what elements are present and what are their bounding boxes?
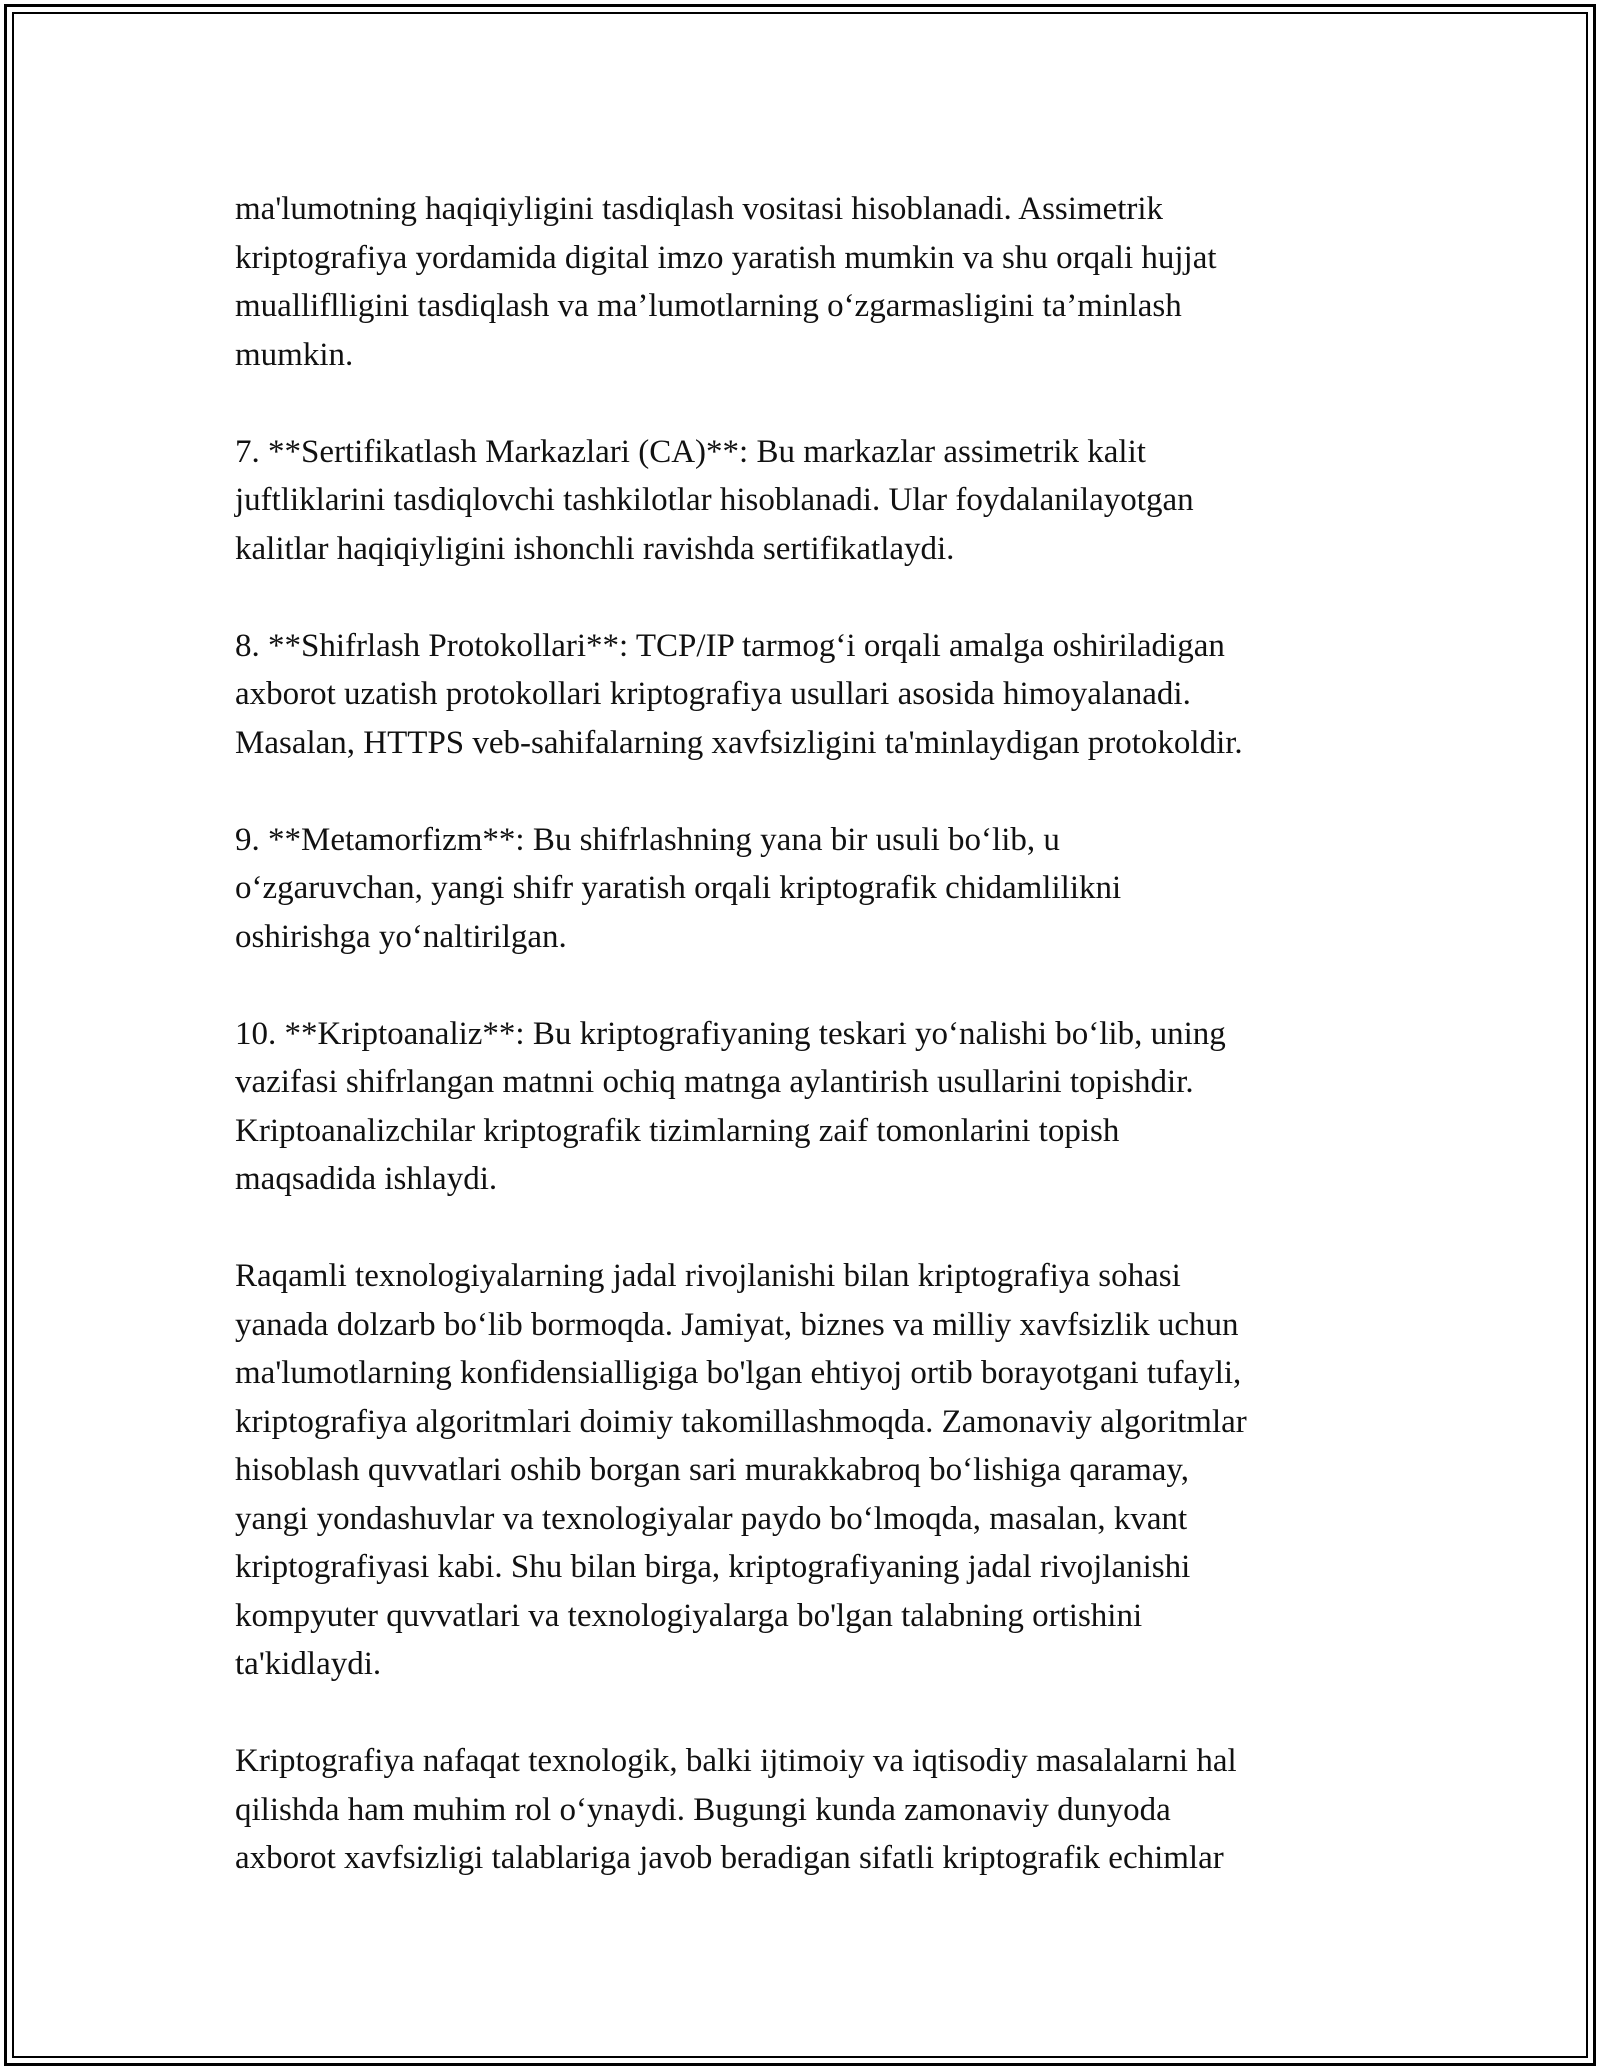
paragraph-item-8-encryption-protocols: 8. **Shifrlash Protokollari**: TCP/IP tarmog‘i orqali amalga oshiriladigan axborot uzatish protokollari kriptografiya usullari asosida himoyalanadi. Masalan, HTTPS veb-sahifalarning xavfsizligini ta'minlaydigan protokoldir. (235, 627, 1243, 761)
paragraph-item-7-certification-authorities: 7. **Sertifikatlash Markazlari (CA)**: Bu markazlar assimetrik kalit juftliklarini tasdiqlovchi tashkilotlar hisoblanadi. Ular foydalanilayotgan kalitlar haqiqiyligini ishonchli ravishda sertifikatlaydi. (235, 433, 1194, 567)
paragraph-item-9-metamorphism: 9. **Metamorfizm**: Bu shifrlashning yana bir usuli bo‘lib, u o‘zgaruvchan, yangi shifr yaratish orqali kriptografik chidamlilikni oshirishga yo‘naltirilgan. (235, 821, 1122, 955)
document-body (235, 185, 1385, 1931)
paragraph-item-10-cryptanalysis: 10. **Kriptoanaliz**: Bu kriptografiyaning teskari yo‘nalishi bo‘lib, uning vazifasi shifrlangan matnni ochiq matnga aylantirish usullarini topishdir. Kriptoanalizchilar kriptografik tizimlarning zaif tomonlarini topish maqsadida ishlaydi. (235, 1015, 1226, 1197)
paragraph-digital-technologies: Raqamli texnologiyalarning jadal rivojlanishi bilan kriptografiya sohasi yanada dolzarb bo‘lib bormoqda. Jamiyat, biznes va milliy xavfsizlik uchun ma'lumotlarning konfidensialligiga bo'lgan ehtiyoj ortib borayotgani tufayli, kriptografiya algoritmlari doimiy takomillashmoqda. Zamonaviy algoritmlar hisoblash quvvatlari oshib borgan sari murakkabroq bo‘lishiga qaramay, yangi yondashuvlar va texnologiyalar paydo bo‘lmoqda, masalan, kvant kriptografiyasi kabi. Shu bilan birga, kriptografiyaning jadal rivojlanishi kompyuter quvvatlari va texnologiyalarga bo'lgan talabning ortishini ta'kidlaydi. (235, 1258, 1247, 1682)
paragraph-social-economic-role: Kriptografiya nafaqat texnologik, balki ijtimoiy va iqtisodiy masalalarni hal qilishda ham muhim rol o‘ynaydi. Bugungi kunda zamonaviy dunyoda axborot xavfsizligi talablariga javob beradigan sifatli kriptografik echimlar (235, 1743, 1237, 1876)
paragraph-digital-signature-continuation: ma'lumotning haqiqiyligini tasdiqlash vositasi hisoblanadi. Assimetrik kriptografiya yordamida digital imzo yaratish mumkin va shu orqali hujjat mualliflligini tasdiqlash va ma’lumotlarning o‘zgarmasligini ta’minlash mumkin. (235, 191, 1217, 373)
